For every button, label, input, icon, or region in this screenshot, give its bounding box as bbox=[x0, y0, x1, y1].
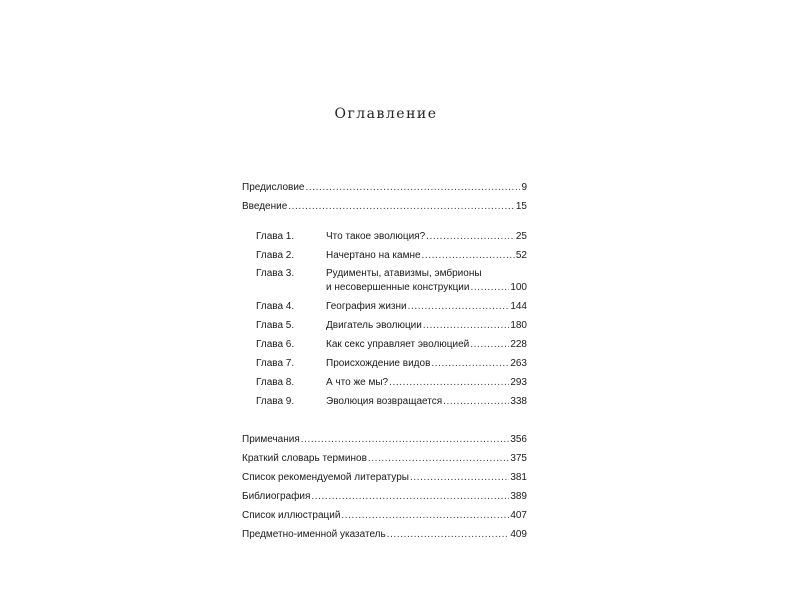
toc-entry-label: Введение bbox=[242, 201, 288, 212]
toc-entry-page: 263 bbox=[510, 358, 527, 369]
chapter-title: Двигатель эволюции bbox=[326, 320, 422, 331]
leader-dots bbox=[423, 320, 509, 332]
toc-chapter-2[interactable] bbox=[256, 250, 527, 262]
chapter-title: География жизни bbox=[326, 301, 407, 312]
toc-entry-page: 144 bbox=[510, 301, 527, 312]
chapter-number: Глава 3. bbox=[256, 268, 295, 279]
chapter-title: Что такое эволюция? bbox=[326, 231, 426, 242]
toc-entry-page: 25 bbox=[515, 231, 527, 242]
leader-dots bbox=[341, 510, 509, 522]
toc-entry-label: Краткий словарь терминов bbox=[242, 453, 367, 464]
chapter-title: Происхождение видов bbox=[326, 358, 431, 369]
toc-entry-label: Предисловие bbox=[242, 182, 305, 193]
leader-dots bbox=[305, 182, 520, 194]
toc-entry-page: 375 bbox=[510, 453, 527, 464]
toc-chapter-8[interactable] bbox=[256, 377, 527, 389]
toc-entry-glossary[interactable] bbox=[242, 453, 527, 465]
toc-entry-page: 389 bbox=[510, 491, 527, 502]
toc-entry-label: Предметно-именной указатель bbox=[242, 529, 386, 540]
toc-entry-label: Примечания bbox=[242, 434, 300, 445]
toc-entry-notes[interactable] bbox=[242, 434, 527, 446]
toc-entry-label: Список иллюстраций bbox=[242, 510, 341, 521]
toc-entry-preface[interactable] bbox=[242, 182, 527, 194]
leader-dots bbox=[443, 396, 509, 408]
toc-chapter-9[interactable] bbox=[256, 396, 527, 408]
chapter-number: Глава 6. bbox=[256, 339, 295, 350]
leader-dots bbox=[470, 339, 509, 351]
toc-chapter-4[interactable] bbox=[256, 301, 527, 313]
toc-entry-page: 52 bbox=[515, 250, 527, 261]
toc-entry-page: 15 bbox=[515, 201, 527, 212]
leader-dots bbox=[387, 529, 510, 541]
leader-dots bbox=[422, 250, 515, 262]
chapter-title: Как секс управляет эволюцией bbox=[326, 339, 470, 350]
toc-entry-page: 381 bbox=[510, 472, 527, 483]
toc-chapter-3[interactable] bbox=[256, 267, 527, 295]
toc-entry-bibliography[interactable] bbox=[242, 491, 527, 503]
chapter-title-continued: и несовершенные конструкции bbox=[326, 282, 470, 293]
toc-entry-label: Список рекомендуемой литературы bbox=[242, 472, 409, 483]
toc-chapter-7[interactable] bbox=[256, 358, 527, 370]
toc-entry-illustrations[interactable] bbox=[242, 510, 527, 522]
chapter-number: Глава 2. bbox=[256, 250, 295, 261]
toc-entry-page: 407 bbox=[510, 510, 527, 521]
toc-chapter-5[interactable] bbox=[256, 320, 527, 332]
toc-entry-page: 338 bbox=[510, 396, 527, 407]
leader-dots bbox=[470, 281, 509, 295]
toc-entry-page: 9 bbox=[521, 182, 527, 193]
leader-dots bbox=[311, 491, 509, 503]
chapter-title: Эволюция возвращается bbox=[326, 396, 443, 407]
toc-entry-label: Библиография bbox=[242, 491, 311, 502]
toc-entry-page: 228 bbox=[510, 339, 527, 350]
leader-dots bbox=[389, 377, 509, 389]
leader-dots bbox=[426, 231, 515, 243]
chapter-number: Глава 7. bbox=[256, 358, 295, 369]
leader-dots bbox=[288, 201, 515, 213]
toc-entry-page: 100 bbox=[510, 282, 527, 293]
leader-dots bbox=[368, 453, 509, 465]
chapter-title: Рудименты, атавизмы, эмбрионы bbox=[326, 268, 482, 279]
toc-chapter-1[interactable] bbox=[256, 231, 527, 243]
chapter-title: Начертано на камне bbox=[326, 250, 421, 261]
toc-entry-page: 409 bbox=[510, 529, 527, 540]
leader-dots bbox=[408, 301, 510, 313]
page-title: Оглавление bbox=[334, 106, 438, 122]
toc-chapter-6[interactable] bbox=[256, 339, 527, 351]
chapter-title: А что же мы? bbox=[326, 377, 389, 388]
chapter-number: Глава 1. bbox=[256, 231, 295, 242]
chapter-number: Глава 5. bbox=[256, 320, 295, 331]
toc-entry-page: 293 bbox=[510, 377, 527, 388]
chapter-number: Глава 9. bbox=[256, 396, 295, 407]
leader-dots bbox=[301, 434, 510, 446]
toc-entry-index[interactable] bbox=[242, 529, 527, 541]
toc-entry-introduction[interactable] bbox=[242, 201, 527, 213]
chapter-number: Глава 8. bbox=[256, 377, 295, 388]
chapter-number: Глава 4. bbox=[256, 301, 295, 312]
leader-dots bbox=[410, 472, 509, 484]
leader-dots bbox=[431, 358, 509, 370]
toc-entry-page: 356 bbox=[510, 434, 527, 445]
toc-entry-recommended-reading[interactable] bbox=[242, 472, 527, 484]
toc-entry-page: 180 bbox=[510, 320, 527, 331]
